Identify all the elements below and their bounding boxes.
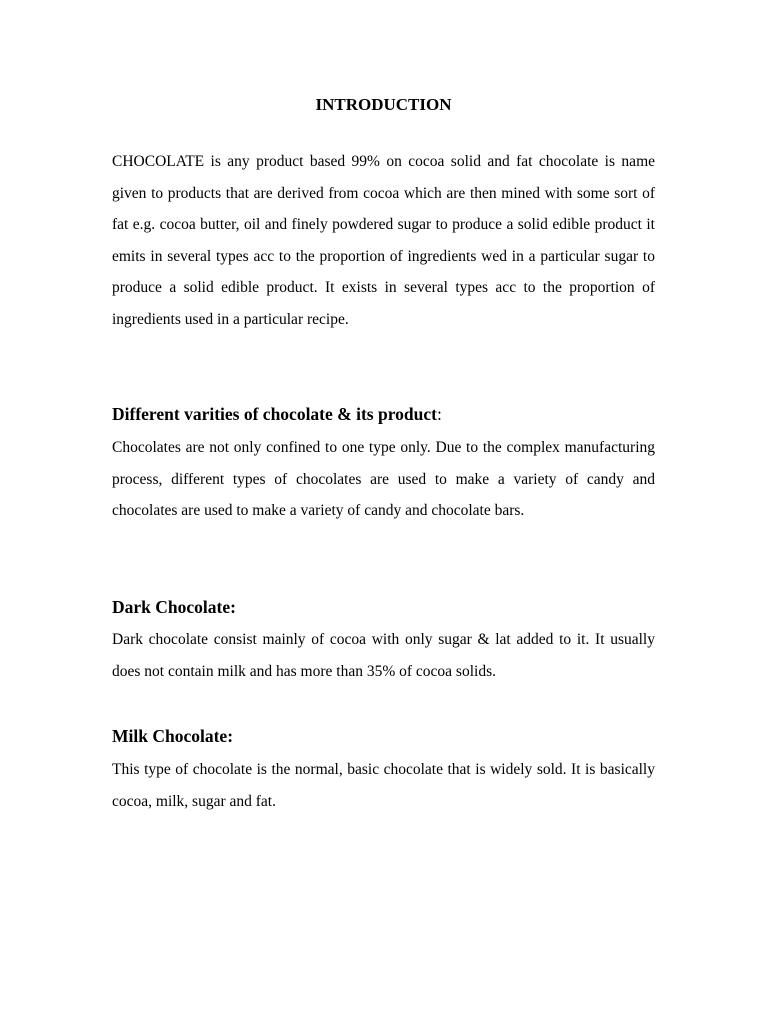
section-heading-milk-chocolate: Milk Chocolate: — [112, 726, 234, 746]
section-heading-varieties-colon: : — [436, 404, 442, 424]
section-body-dark-chocolate: Dark chocolate consist mainly of cocoa with only sugar & lat added to it. It usually does not contain milk and has more than 35% of cocoa solids. — [112, 631, 655, 680]
section-heading-varieties-text: Different varities of chocolate & its product — [112, 404, 437, 424]
section-body-varieties: Chocolates are not only confined to one type only. Due to the complex manufacturing process, different types of chocolates are used to make a variety of candy and chocolates are used to make a variety of candy and chocolate bars. — [112, 439, 655, 519]
intro-paragraph: CHOCOLATE is any product based 99% on cocoa solid and fat chocolate is name given to products that are derived from cocoa which are then mined with some sort of fat e.g. cocoa butter, oil and finely powdered sugar to produce a solid edible product it emits in several types acc to the proportion of ingredients wed in a particular sugar to produce a solid edible product. It exists in several types acc to the proportion of ingredients used in a particular recipe. — [112, 153, 655, 328]
section-body-milk-chocolate: This type of chocolate is the normal, basic chocolate that is widely sold. It is basically cocoa, milk, sugar and fat. — [112, 761, 655, 810]
page-title: INTRODUCTION — [315, 95, 452, 114]
section-heading-varieties — [112, 402, 655, 426]
section-heading-dark-chocolate: Dark Chocolate: — [112, 597, 236, 617]
